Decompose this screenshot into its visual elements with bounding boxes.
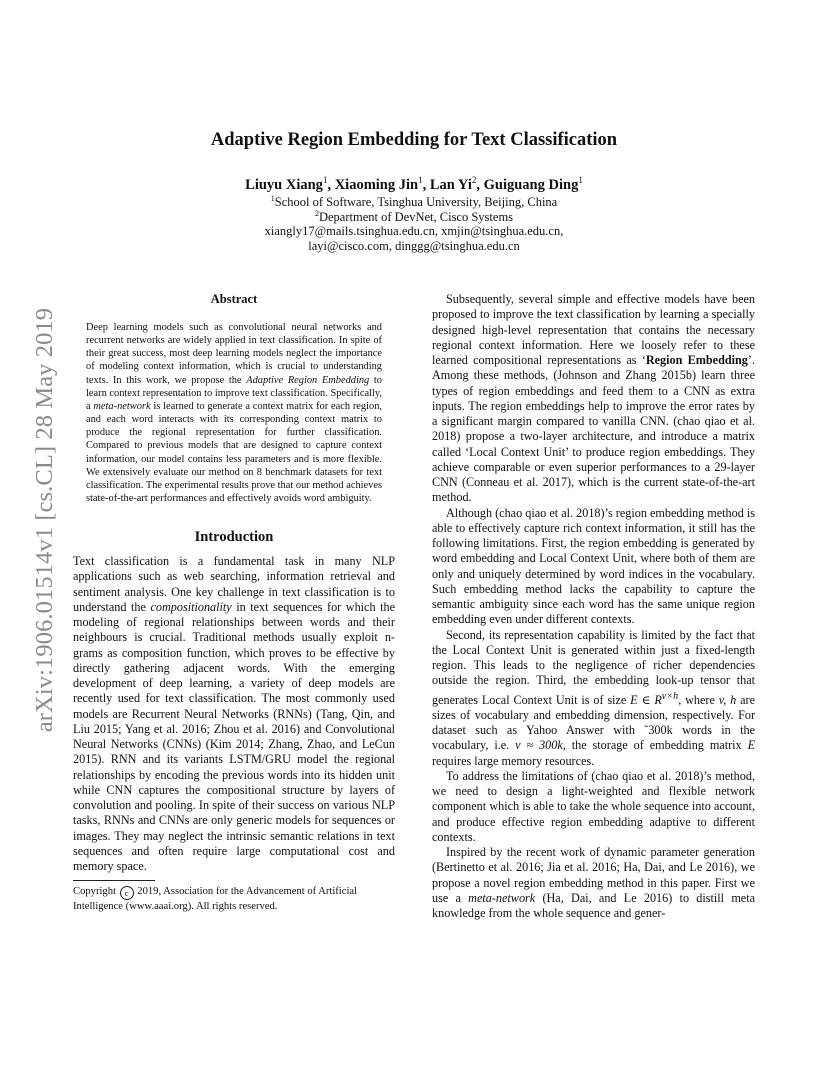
email-line-1: xiangly17@mails.tsinghua.edu.cn, xmjin@tsinghua.edu.cn, xyxy=(264,224,564,238)
affiliation-text: School of Software, Tsinghua University, Beijing, China xyxy=(274,195,558,210)
copyright-footnote: Copyright c 2019, Association for the Advancement of Artificial Intelligence (www.aaai.org). All rights reserved. xyxy=(73,886,358,913)
author-list xyxy=(0,175,828,194)
author-separator: , xyxy=(327,176,335,193)
body-paragraph: To address the limitations of (chao qiao et al. 2018)’s method, we need to design a light-weighted and flexible network component which is able to take the whole sequence into account, and produce effective region embedding adaptive to different contexts. xyxy=(432,768,755,844)
abstract-emphasis: meta-network xyxy=(93,400,151,412)
author-name: Liuyu Xiang xyxy=(245,176,323,193)
author-name: Lan Yi xyxy=(429,176,472,193)
body-paragraph: Although (chao qiao et al. 2018)’s region embedding method is able to effectively capture rich context information, it still has the following limitations. First, the region embedding is generated by word embedding and Local Context Unit, where both of them are only and uniquely determined by word indices in the vocabulary. Such embedding method lacks the capability to capture the semantic ambiguity since each word has the same unique region embedding even under different contexts. xyxy=(432,505,755,627)
body-paragraph: Subsequently, several simple and effective models have been proposed to improve the text classification by learning a specially designed high-level representation that contains the necessary regional context information. Here we loosely refer to these learned compositional representations as ‘Region Embedding’. Among these methods, (Johnson and Zhang 2015b) learn three types of region embeddings and feed them to a CNN as extra inputs. The region embeddings help to improve the error rates by a significant margin compared to vanilla CNN. (chao qiao et al. 2018) propose a two-layer architecture, and introduce a matrix called ‘Local Context Unit’ to produce region embeddings. They achieve comparable or even superior performances to a 29-layer CNN (Conneau et al. 2017), which is the current state-of-the-art method. xyxy=(432,292,755,505)
author-affil-mark: 1 xyxy=(418,175,423,185)
author-separator: , xyxy=(476,176,484,193)
author-affil-mark: 1 xyxy=(322,175,328,185)
body-paragraph: Inspired by the recent work of dynamic parameter generation (Bertinetto et al. 2016; Jia et al. 2016; Ha, Dai, and Le 2016), we propose a novel region embedding method in this paper. First we use a meta-network (Ha, Dai, and Le 2016) to distill meta knowledge from the whole sequence and gener- xyxy=(432,845,756,921)
body-paragraph: Second, its representation capability is limited by the fact that the Local Context Unit is generated within just a fixed-length region. This leads to the negligence of richer dependencies outside the region. Third, the embedding look-up tensor that generates Local Context Unit is of size E ∈ $R^{v\times h}$, where v, h are sizes of vocabulary and embedding dimension, respectively. For dataset such as Yahoo Answer with ˜300k words in the vocabulary, i.e. v ≈ 300k, the storage of embedding matrix E requires large memory resources. xyxy=(432,627,756,768)
author-separator: , xyxy=(422,176,430,193)
affiliation-mark: 1 xyxy=(270,194,275,203)
math-expression: v, h xyxy=(718,692,737,707)
body-emphasis: meta-network xyxy=(468,890,536,905)
left-column xyxy=(73,292,395,914)
affiliation-1 xyxy=(0,194,828,210)
arxiv-identifier-text: arXiv:1906.01514v1 [cs.CL] 28 May 2019 xyxy=(31,307,58,732)
introduction-heading: Introduction xyxy=(194,529,274,546)
abstract-emphasis: Adaptive Region Embedding xyxy=(246,374,370,386)
affiliation-mark: 2 xyxy=(314,209,319,218)
math-expression: v ≈ 300k xyxy=(515,738,563,753)
arxiv-identifier xyxy=(25,282,65,757)
intro-emphasis: compositionality xyxy=(150,599,232,614)
footnote-rule xyxy=(73,880,155,881)
affiliation-2 xyxy=(0,209,828,225)
author-affil-mark: 1 xyxy=(578,175,583,185)
math-expression: E xyxy=(747,738,756,753)
bold-term: Region Embedding xyxy=(645,353,748,367)
abstract-text: Deep learning models such as convolutional neural networks and recurrent networks are widely applied in text classification. In spite of their great success, most deep learning models neglect the importance of modeling context information, which is crucial to understanding texts. In this work, we propose the Adaptive Region Embedding to learn context representation to improve text classification. Specifically, a meta-network is learned to generate a context matrix for each region, and each word interacts with its corresponding context matrix to produce the regional representation for further classification. Compared to previous models that are designed to capture context information, our model contains less parameters and is more flexible. We extensively evaluate our method on 8 benchmark datasets for text classification. The experimental results prove that our method achieves state-of-the-art performances and effectively avoids word ambiguity. xyxy=(86,322,382,505)
paper-title: Adaptive Region Embedding for Text Classification xyxy=(210,130,618,150)
math-expression: E ∈ R xyxy=(630,692,662,707)
author-name: Guiguang Ding xyxy=(483,176,579,193)
copyright-symbol: c xyxy=(120,886,134,900)
email-line-2: layi@cisco.com, dinggg@tsinghua.edu.cn xyxy=(308,239,520,253)
author-name: Xiaoming Jin xyxy=(334,176,419,193)
author-affil-mark: 2 xyxy=(471,175,477,185)
math-superscript: v×h xyxy=(661,690,679,702)
introduction-paragraph: Text classification is a fundamental task in many NLP applications such as web searching, information retrieval and sentiment analysis. One key challenge in text classification is to understand the compositionality in text sequences for which the modeling of regional relationships between words and their neighbours is crucial. Traditional methods usually exploit n-grams as composition function, which proves to be effective by directly gathering adjacent words. With the emerging development of deep learning, a variety of deep models are recently used for text classification. The most commonly used models are Recurrent Neural Networks (RNNs) (Tang, Qin, and Liu 2015; Yang et al. 2016; Zhou et al. 2016) and Convolutional Neural Networks (CNNs) (Kim 2014; Zhang, Zhao, and LeCun 2015). RNN and its variants LSTM/GRU model the regional relationships by encoding the previous words into its hidden unit while CNN captures the compositional structure by layers of convolution and pooling. In spite of their success on various NLP tasks, RNNs and CNNs are only generic models for sequences or images. They may neglect the intrinsic semantic relations in text sequences and often require large computational cost and memory space. xyxy=(73,554,395,874)
abstract-heading: Abstract xyxy=(210,292,258,306)
affiliation-text: Department of DevNet, Cisco Systems xyxy=(318,210,514,225)
right-column xyxy=(432,292,755,921)
